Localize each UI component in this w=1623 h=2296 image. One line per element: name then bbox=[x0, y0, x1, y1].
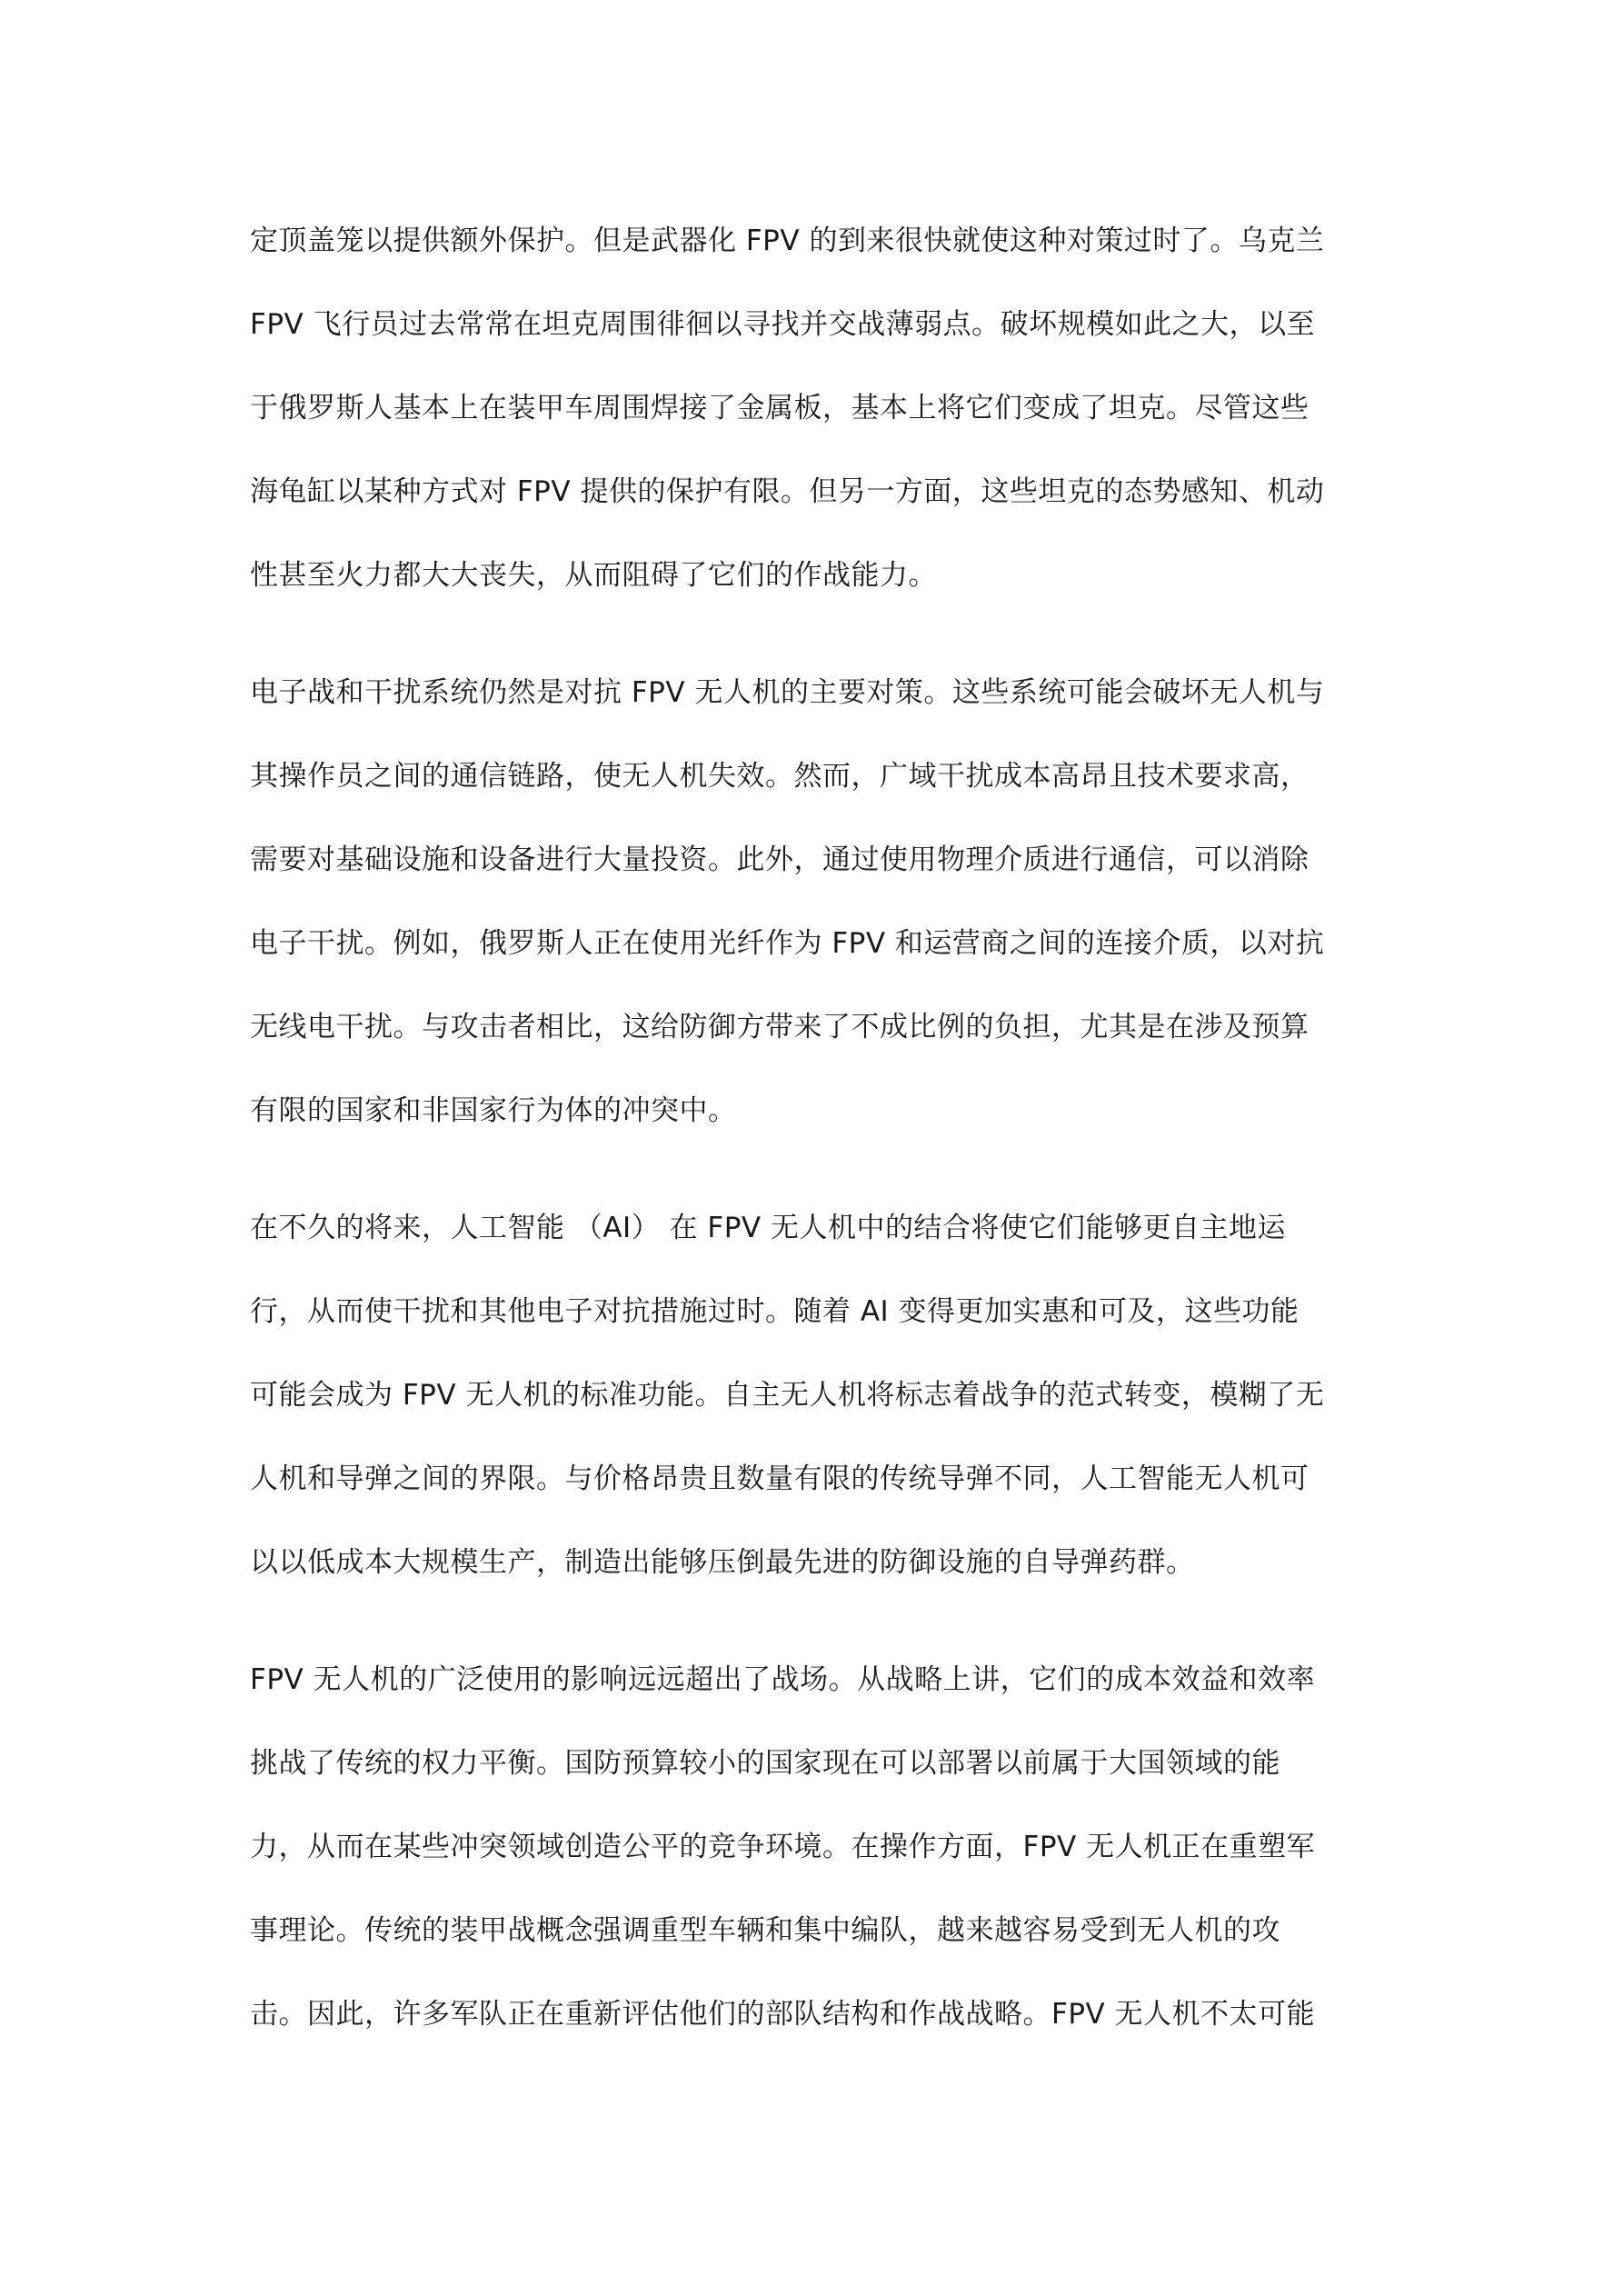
paragraph-4-line-5: 击。因此，许多军队正在重新评估他们的部队结构和作战战略。FPV 无人机不太可能 bbox=[250, 1998, 1316, 2031]
paragraph-3-line-4: 人机和导弹之间的界限。与价格昂贵且数量有限的传统导弹不同，人工智能无人机可 bbox=[250, 1462, 1309, 1495]
paragraph-1-line-5: 性甚至火力都大大丧失，从而阻碍了它们的作战能力。 bbox=[250, 559, 937, 592]
paragraph-4-line-2: 挑战了传统的权力平衡。国防预算较小的国家现在可以部署以前属于大国领域的能 bbox=[250, 1747, 1280, 1780]
paragraph-4-line-3: 力，从而在某些冲突领域创造公平的竞争环境。在操作方面，FPV 无人机正在重塑军 bbox=[250, 1831, 1316, 1863]
paragraph-2-line-5: 无线电干扰。与攻击者相比，这给防御方带来了不成比例的负担，尤其是在涉及预算 bbox=[250, 1011, 1309, 1043]
paragraph-3-line-2: 行，从而使干扰和其他电子对抗措施过时。随着 AI 变得更加实惠和可及，这些功能 bbox=[250, 1295, 1299, 1328]
paragraph-4-line-4: 事理论。传统的装甲战概念强调重型车辆和集中编队，越来越容易受到无人机的攻 bbox=[250, 1914, 1280, 1947]
paragraph-1-line-2: FPV 飞行员过去常常在坦克周围徘徊以寻找并交战薄弱点。破坏规模如此之大，以至 bbox=[250, 308, 1316, 341]
paragraph-3-line-1: 在不久的将来，人工智能 （AI） 在 FPV 无人机中的结合将使它们能够更自主地运 bbox=[250, 1212, 1286, 1244]
paragraph-2-line-3: 需要对基础设施和设备进行大量投资。此外，通过使用物理介质进行通信，可以消除 bbox=[250, 844, 1309, 876]
paragraph-1-line-1: 定顶盖笼以提供额外保护。但是武器化 FPV 的到来很快就使这种对策过时了。乌克兰 bbox=[250, 225, 1325, 257]
paragraph-2-line-1: 电子战和干扰系统仍然是对抗 FPV 无人机的主要对策。这些系统可能会破坏无人机与 bbox=[250, 676, 1325, 709]
paragraph-2-line-4: 电子干扰。例如，俄罗斯人正在使用光纤作为 FPV 和运营商之间的连接介质，以对抗 bbox=[250, 927, 1325, 960]
paragraph-2-line-6: 有限的国家和非国家行为体的冲突中。 bbox=[250, 1094, 737, 1127]
paragraph-1-line-3: 于俄罗斯人基本上在装甲车周围焊接了金属板，基本上将它们变成了坦克。尽管这些 bbox=[250, 392, 1309, 424]
paragraph-1-line-4: 海龟缸以某种方式对 FPV 提供的保护有限。但另一方面，这些坦克的态势感知、机动 bbox=[250, 475, 1325, 508]
paragraph-3-line-3: 可能会成为 FPV 无人机的标准功能。自主无人机将标志着战争的范式转变，模糊了无 bbox=[250, 1379, 1325, 1412]
paragraph-2-line-2: 其操作员之间的通信链路，使无人机失效。然而，广域干扰成本高昂且技术要求高， bbox=[250, 760, 1309, 793]
paragraph-3-line-5: 以以低成本大规模生产，制造出能够压倒最先进的防御设施的自导弹药群。 bbox=[250, 1546, 1195, 1579]
paragraph-4-line-1: FPV 无人机的广泛使用的影响远远超出了战场。从战略上讲，它们的成本效益和效率 bbox=[250, 1663, 1316, 1696]
